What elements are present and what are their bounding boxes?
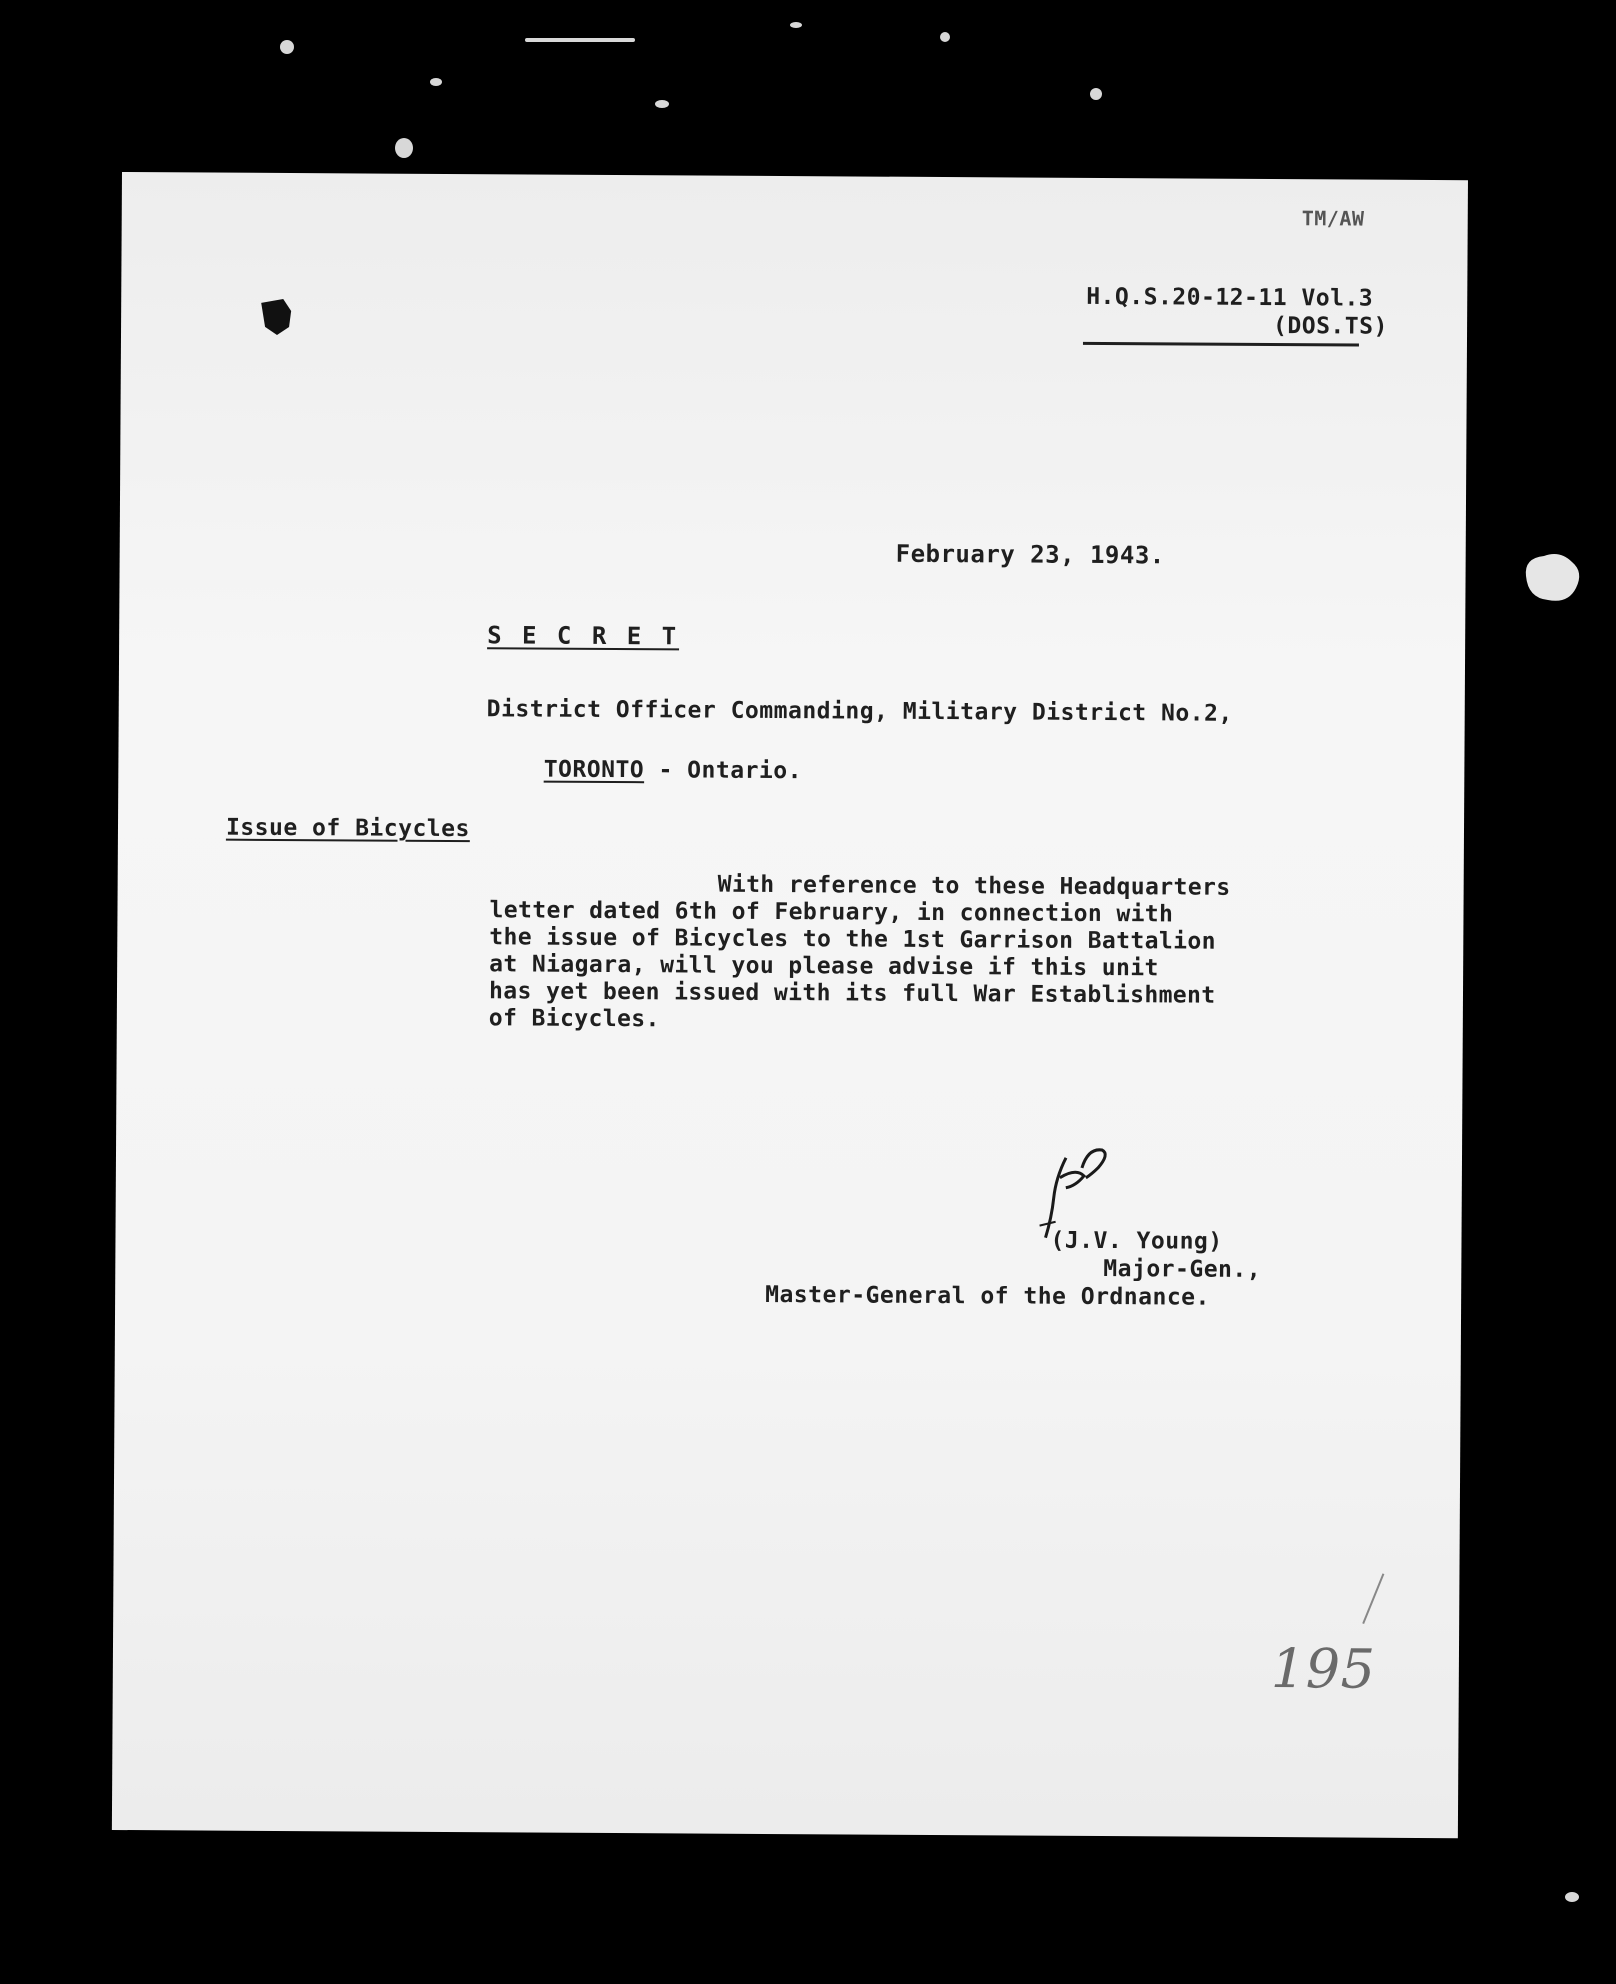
letter-body <box>489 870 1350 1037</box>
addressee-city: TORONTO <box>543 756 645 784</box>
body-line: of Bicycles. <box>488 1005 660 1033</box>
film-speck <box>280 40 294 54</box>
addressee-province: - Ontario. <box>644 757 803 785</box>
body-line: the issue of Bicycles to the 1st Garrison Battalion <box>489 924 1217 955</box>
file-sub-reference: (DOS.TS) <box>1273 313 1388 340</box>
file-number-rule <box>1083 342 1359 347</box>
body-line: With reference to these Headquarters <box>489 870 1231 901</box>
body-line: at Niagara, will you please advise if this unit <box>489 951 1159 982</box>
letter-date: February 23, 1943. <box>895 539 1165 570</box>
film-speck <box>395 138 413 158</box>
film-speck <box>940 32 950 42</box>
punch-hole-mark <box>257 297 297 337</box>
folio-number: 195 <box>1270 1637 1376 1701</box>
document-sheet <box>112 172 1468 1838</box>
film-speck <box>1565 1892 1579 1902</box>
file-number: H.Q.S.20-12-11 Vol.3 <box>1086 283 1374 312</box>
film-speck <box>1090 88 1102 100</box>
body-line: has yet been issued with its full War Establishment <box>488 978 1216 1009</box>
signatory-name: (J.V. Young) <box>1050 1227 1223 1255</box>
body-line: letter dated 6th of February, in connection with <box>489 897 1174 928</box>
film-speck <box>525 38 635 42</box>
classification-secret: S E C R E T <box>487 621 680 651</box>
initials-reference: TM/AW <box>1301 206 1365 231</box>
film-speck <box>790 22 802 28</box>
addressee-line: District Officer Commanding, Military District No.2, <box>486 696 1233 727</box>
signatory-title: Master-General of the Ordnance. <box>765 1281 1210 1311</box>
film-speck <box>430 78 442 86</box>
signatory-rank: Major-Gen., <box>1103 1256 1262 1283</box>
film-speck <box>655 100 669 108</box>
subject-heading: Issue of Bicycles <box>225 814 470 843</box>
folio-pencil-stroke <box>1353 1570 1393 1630</box>
ink-blot <box>1516 548 1586 608</box>
addressee-location <box>486 724 802 816</box>
